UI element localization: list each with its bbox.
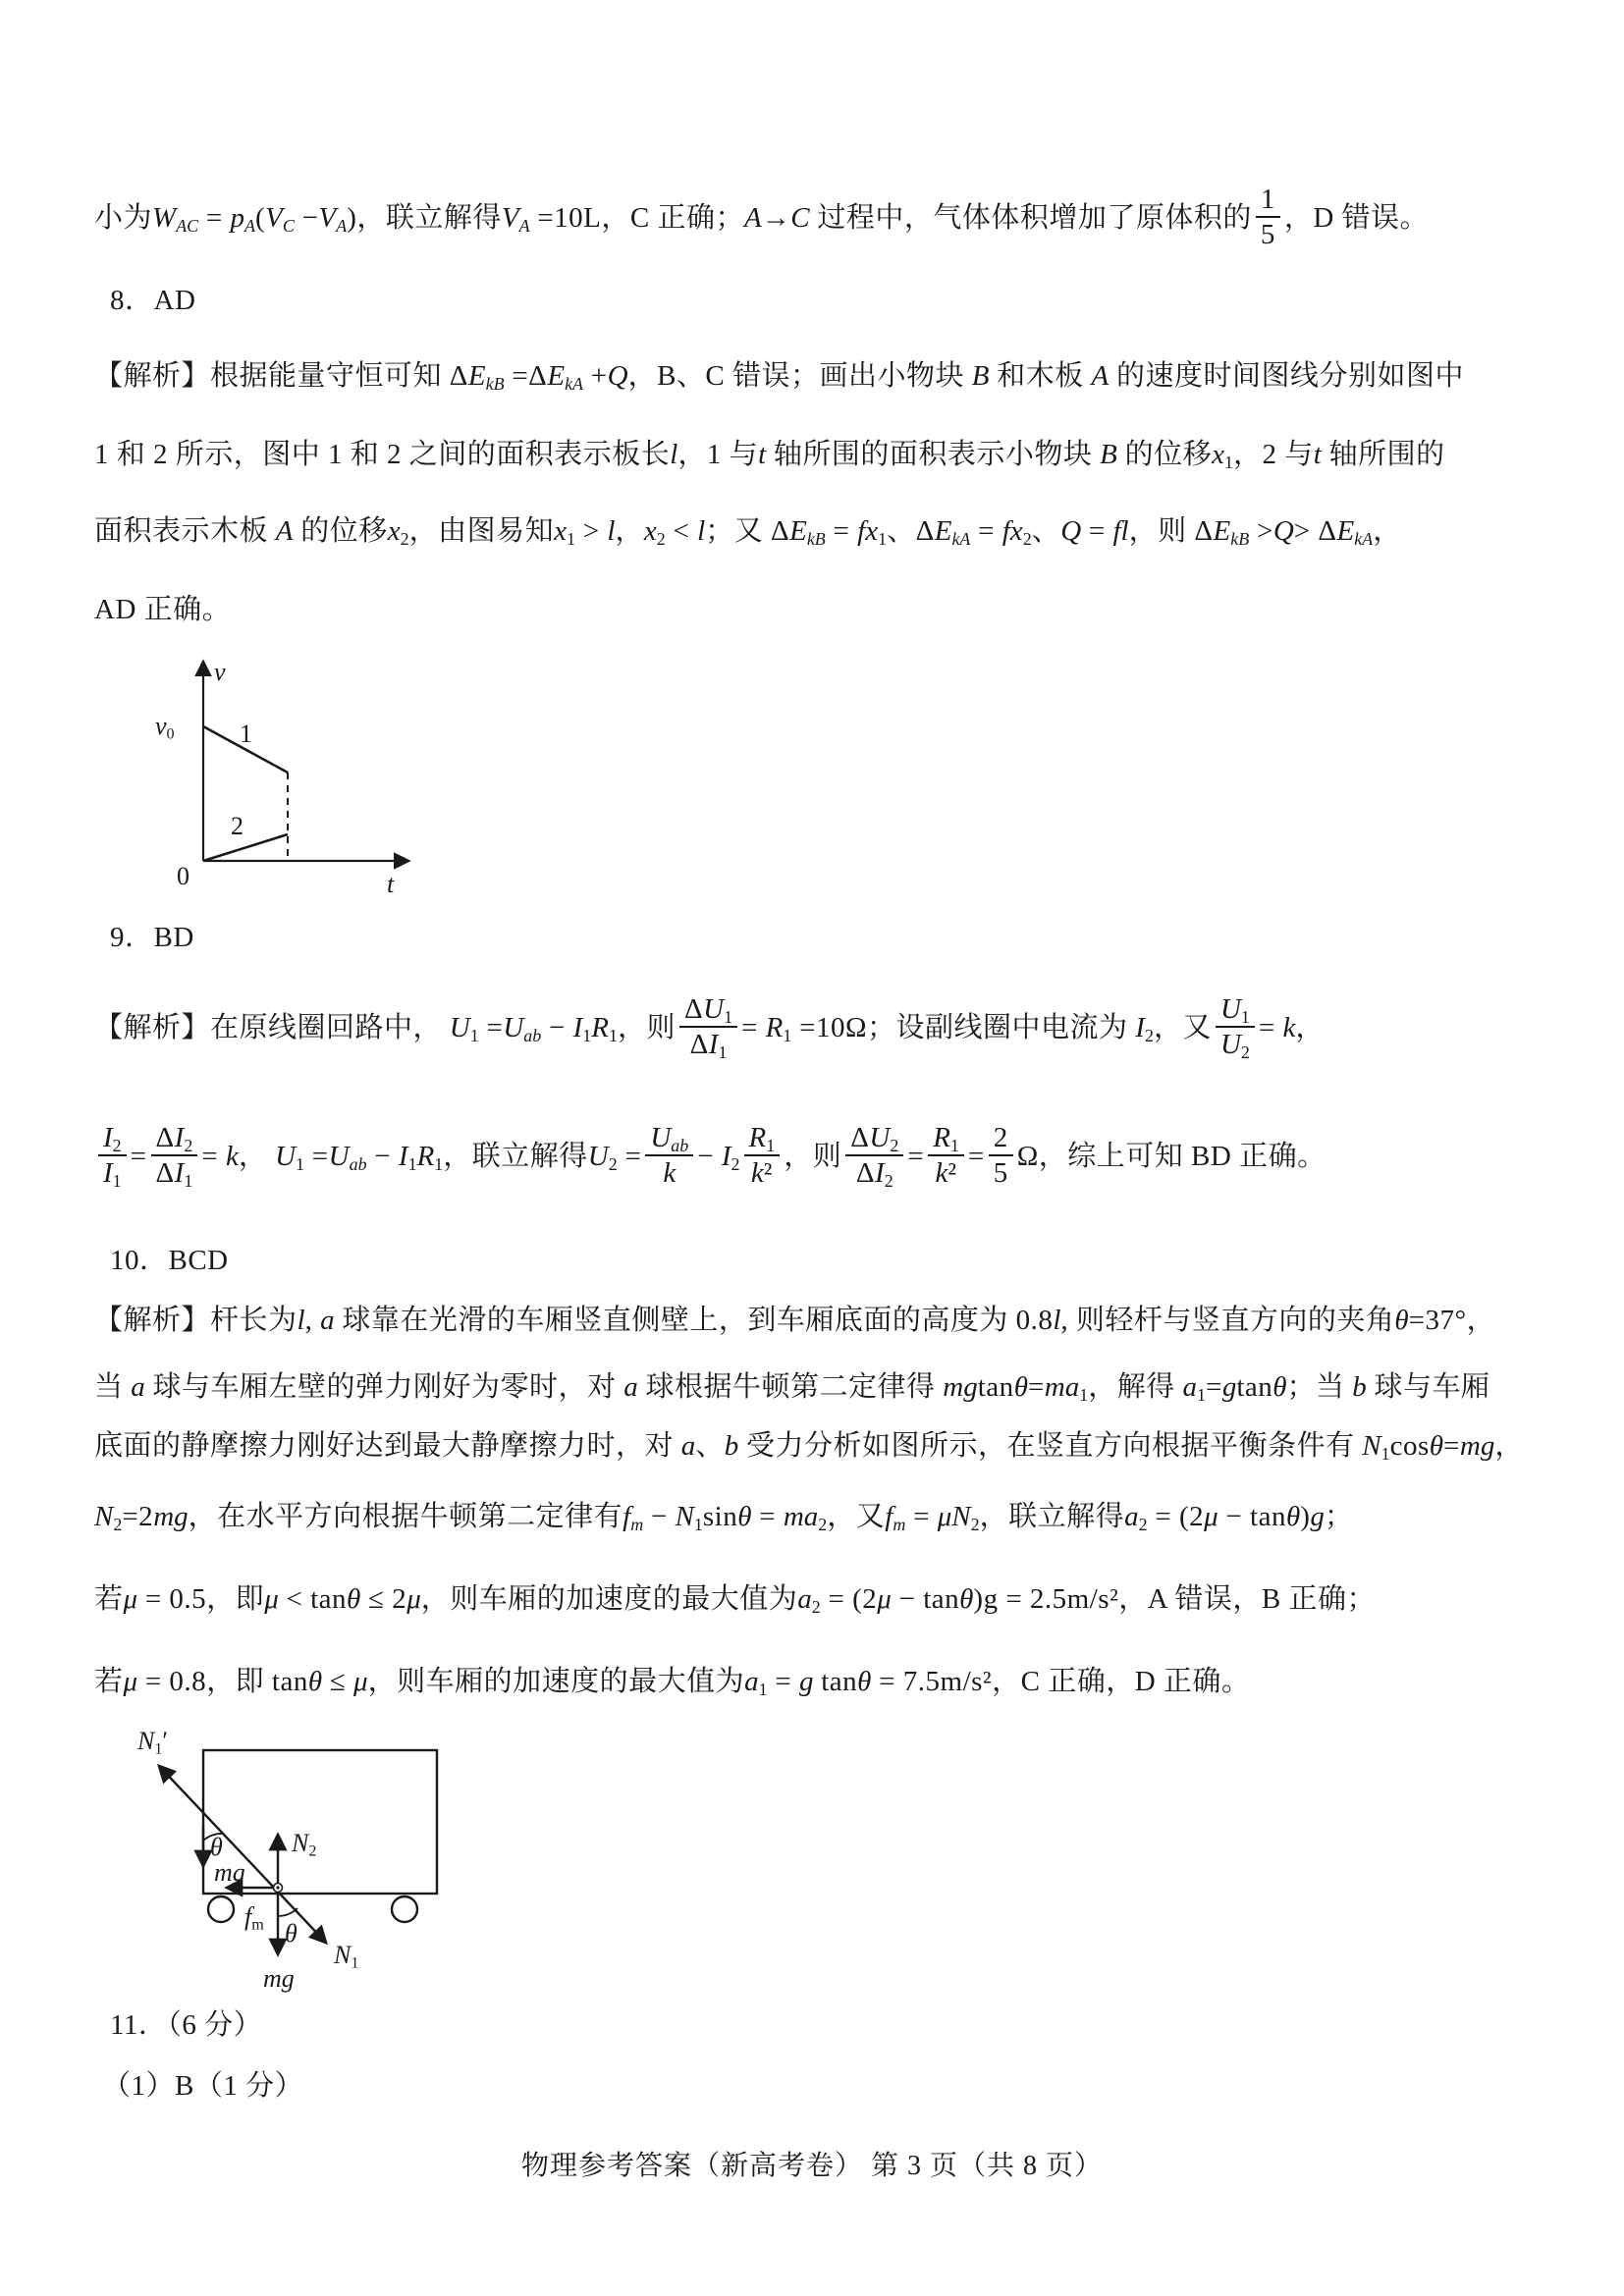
q9-answer-head: 9．BD (110, 922, 194, 953)
mg-top-label: mg (214, 1858, 245, 1887)
force-diagram (116, 1723, 499, 2047)
curve-2-label: 2 (231, 812, 244, 840)
t-axis-label: t (387, 870, 395, 898)
velocity-time-graph (116, 630, 440, 915)
q8-answer-head: 8．AD (110, 285, 196, 316)
q8-solution-line2: 1 和 2 所示，图中 1 和 2 之间的面积表示板长l，1 与t 轴所围的面积表示小物块 B 的位移$x_1$，2 与t 轴所围的 (94, 439, 1445, 473)
q8-solution-line4: AD 正确。 (94, 594, 232, 625)
q10-solution-line6: 若μ = 0.8，即 tanθ ≤ μ，则车厢的加速度的最大值为$a_1 = g$ tanθ = 7.5m/s²，C 正确，D 正确。 (94, 1666, 1251, 1700)
v0-label: $v_0$ (155, 712, 175, 743)
v-axis-label: v (214, 658, 226, 686)
fm-label: $f_m$ (244, 1902, 264, 1934)
cart-wheel-left (208, 1896, 234, 1922)
q10-solution-line1: 【解析】杆长为l, a 球靠在光滑的车厢竖直侧壁上，到车厢底面的高度为 0.8l, 则轻杆与竖直方向的夹角θ=37°， (94, 1305, 1496, 1336)
force-diagram-canvas (116, 1723, 499, 2047)
curve-2-plank-A (203, 834, 288, 861)
q9-solution-line1: 【解析】在原线圈回路中， $U_1 =U_{ab} - I_1R_1$，则 $\frac{\Delta U_1}{\Delta I_1}$ = $R_1 =10\Omega$；设副线圈中电流为 $I_2$，又 $\frac{U_1}{U_2}$ = k， (94, 992, 1325, 1063)
q10-solution-line2: 当 a 球与车厢左壁的弹力刚好为零时，对 a 球根据牛顿第二定律得 $mgtan\theta=ma_1$，解得 $a_1=gtan\theta$；当 b 球与车厢 (94, 1371, 1490, 1406)
N1-label: $N_1$ (334, 1941, 359, 1972)
page-footer: 物理参考答案（新高考卷） 第 3 页（共 8 页） (520, 2151, 1103, 2181)
origin-label: 0 (177, 862, 189, 890)
theta-top-label: θ (210, 1833, 223, 1861)
mg-bottom-label: mg (263, 1964, 295, 1993)
theta-bottom-label: θ (285, 1919, 298, 1948)
q10-solution-line5: 若μ = 0.5，即μ < tanθ ≤ 2μ，则车厢的加速度的最大值为$a_2 = (2\mu - \tan\theta)g = 2.5m/s^2$，A 错误，B 正确； (94, 1583, 1376, 1618)
q10-solution-line3: 底面的静摩擦力刚好达到最大静摩擦力时，对 a、b 受力分析如图所示，在竖直方向根据平衡条件有 $N_1\cos\theta=mg$， (94, 1430, 1524, 1465)
N1-prime-label: $N_1'$ (137, 1727, 169, 1758)
q11-head: 11．（6 分） (110, 2009, 263, 2041)
q8-solution-line3: 面积表示木板 A 的位移$x_2$，由图易知$x_1 > l$，$x_2 < l$；又 $\Delta E_{kB} = fx_1$、$\Delta E_{kA} = fx_2$、Q = fl，则 $\Delta E_{kB} >Q> \Delta E_{kA}$， (94, 515, 1402, 550)
q8-solution-line1: 【解析】根据能量守恒可知 $\Delta E_{kB} =\Delta E_{kA} +Q$，B、C 错误；画出小物块 B 和木板 A 的速度时间图线分别如图中 (94, 360, 1464, 395)
N2-label: $N_2$ (292, 1829, 317, 1860)
q10-answer-head: 10．BCD (110, 1245, 229, 1276)
curve-1-label: 1 (240, 720, 252, 748)
q11-part1-answer: （1）B（1 分） (102, 2070, 304, 2102)
force-point-dot (276, 1886, 279, 1889)
q10-solution-line4: $N_2=2mg$，在水平方向根据牛顿第二定律有$f_m - N_1\sin\theta = ma_2$，又$f_m = \mu N_2$，联立解得$a_2 = (2\mu - \tan\theta)g$； (94, 1501, 1354, 1535)
cart-wheel-right (392, 1896, 417, 1922)
q7-solution-tail: 小为$W_{AC} = p_A(V_C -V_A)$，联立解得$V_A =10L$，C 正确；A→C 过程中，气体体积增加了原体积的 $\frac{1}{5}$ ，D 错误。 (94, 183, 1430, 250)
q9-solution-line2: $\frac{I_2}{I_1}$ = $\frac{\Delta I_2}{\Delta I_1}$ = k， $U_1 =U_{ab} - I_1R_1$，联立解得$U_2$ = $\frac{U_{ab}}{k}$ − $I_2$ $\frac{R_1}{\text{k²}}$ ，则 $\frac{\Delta U_2}{\Delta I_2}$ = $\frac{R_1}{\text{k²}}$ = $\frac{2}{5}$ Ω，综上可知 BD 正确。 (94, 1125, 1545, 1193)
